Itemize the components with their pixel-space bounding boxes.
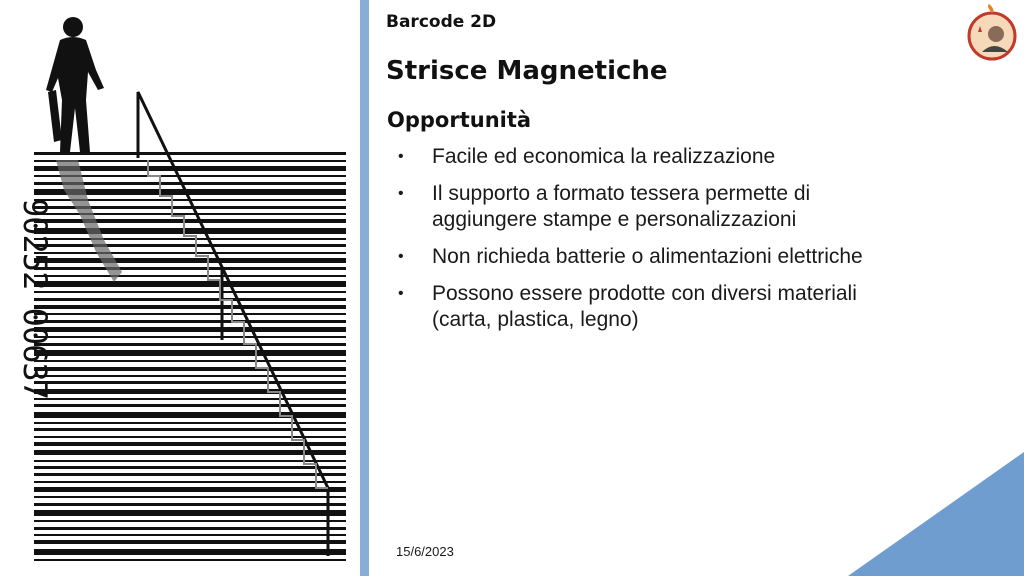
bullet-dot-icon: • (398, 248, 404, 265)
slide-subheading: Opportunità (387, 108, 532, 132)
bullet-dot-icon: • (398, 185, 404, 202)
bullet-text: aggiungere stampe e personalizzazioni (432, 208, 797, 231)
bullet-text: Il supporto a formato tessera permette di (432, 182, 811, 205)
person-silhouette (46, 17, 104, 152)
section-label: Barcode 2D (386, 12, 497, 32)
bullet-dot-icon: • (398, 148, 404, 165)
corner-decoration (848, 452, 1024, 576)
accent-divider (360, 0, 369, 576)
barcode-digits-text: 90252 00637 (16, 198, 54, 399)
stair-steps (148, 160, 328, 488)
bullet-item (398, 244, 998, 270)
bullet-item (398, 281, 998, 333)
footer-date: 15/6/2023 (396, 544, 454, 559)
slide-title: Strisce Magnetiche (386, 56, 668, 86)
barcode-digits (10, 198, 56, 508)
bullet-text: Facile ed economica la realizzazione (432, 145, 776, 168)
bullet-item (398, 144, 998, 170)
bullet-text: Possono essere prodotte con diversi materiali (432, 282, 857, 305)
bullet-text: (carta, plastica, legno) (432, 308, 639, 331)
bullet-item (398, 181, 998, 233)
bullet-dot-icon: • (398, 285, 404, 302)
bullet-text: Non richieda batterie o alimentazioni elettriche (432, 245, 863, 268)
bullet-list (398, 144, 998, 344)
school-logo (966, 4, 1018, 62)
